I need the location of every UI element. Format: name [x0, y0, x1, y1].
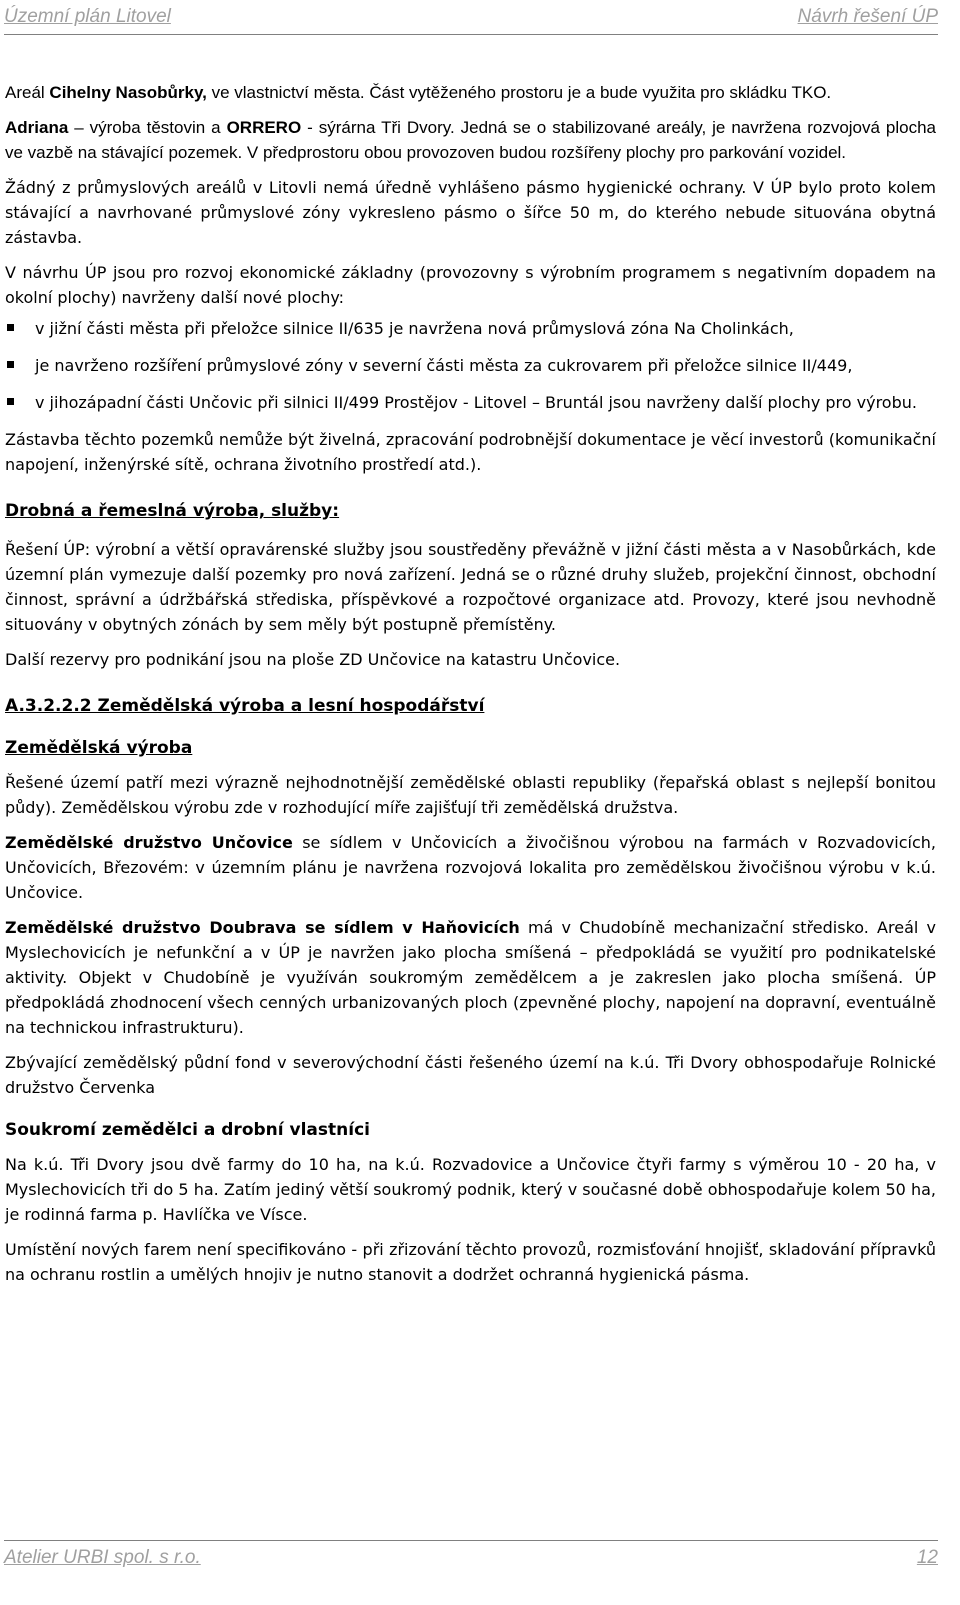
paragraph-cihelny	[5, 80, 936, 105]
text-span: – výroba těstovin a	[68, 118, 227, 137]
text-span: se sídlem v Unčovicích a živočišnou výrobou na farmách v Rozvadovicích, Unčovicích, Březovém: v územním plánu je navržena rozvojová lokalita pro zemědělskou živočišnou výrobu v k.ú. Unčovice.	[5, 833, 936, 902]
heading-private-farmers: Soukromí zemědělci a drobní vlastníci	[5, 1120, 370, 1140]
bold-company-name: Cihelny Nasobůrky,	[49, 83, 207, 102]
header-section-title: Návrh řešení ÚP	[797, 6, 938, 27]
paragraph-hygienic-zone: Žádný z průmyslových areálů v Litovli nemá úředně vyhlášeno pásmo hygienické ochrany. V ÚP bylo proto kolem stávající a navrhované průmyslové zóny vykresleno pásmo o šířce 50 m, do kterého nebude situována obytná zástavba.	[5, 178, 936, 247]
heading-section-agriculture	[5, 694, 936, 718]
paragraph-adriana	[5, 115, 936, 165]
text-span: - sýrárna Tři Dvory. Jedná se o stabilizované areály, je navržena rozvojová plocha ve vazbě na stávající pozemek. V předprostoru obou provozoven budou rozšířeny plochy pro parkování vozidel.	[5, 118, 937, 162]
list-item-text: v jižní části města při přeložce silnice II/635 je navržena nová průmyslová zóna Na Cholinkách,	[35, 319, 794, 338]
paragraph-zd-uncovice	[5, 830, 936, 905]
list-item	[5, 390, 936, 415]
paragraph-agri-area: Řešené území patří mezi výrazně nejhodnotnější zemědělské oblasti republiky (řepařská oblast s nejlepší bonitou půdy). Zemědělskou výrobu zde v rozhodující míře zajišťují tři zemědělská družstva.	[5, 773, 936, 817]
paragraph-development: Zástavba těchto pozemků nemůže být živelná, zpracování podrobnější dokumentace je věcí investorů (komunikační napojení, inženýrské sítě, ochrana životního prostředí atd.).	[5, 430, 936, 474]
bold-company-name: ORRERO	[226, 118, 302, 137]
subheading-text: Zemědělská výroba	[5, 738, 193, 758]
paragraph-farms: Na k.ú. Tři Dvory jsou dvě farmy do 10 ha, na k.ú. Rozvadovice a Unčovice čtyři farmy s výměrou 10 - 20 ha, v Myslechovicích tři do 5 ha. Zatím jediný větší soukromý podnik, který v současné době obhospodařuje kolem 50 ha, je rodinná farma p. Havlíčka ve Vísce.	[5, 1155, 936, 1224]
square-bullet-icon	[7, 324, 14, 331]
list-item-text: v jihozápadní části Unčovic při silnici II/499 Prostějov - Litovel – Bruntál jsou navrženy další plochy pro výrobu.	[35, 393, 917, 412]
heading-small-crafts: Drobná a řemeslná výroba, služby:	[5, 501, 340, 521]
bold-cooperative-name: Zemědělské družstvo Doubrava se sídlem v Haňovicích	[5, 918, 520, 937]
paragraph-new-farms: Umístění nových farem není specifikováno - při zřizování těchto provozů, rozmisťování hnojišť, skladování přípravků na ochranu rostlin a umělých hnojiv je nutno stanovit a dodržet ochranná hygienická pásma.	[5, 1240, 936, 1284]
paragraph-new-areas-intro: V návrhu ÚP jsou pro rozvoj ekonomické základny (provozovny s výrobním programem s negativním dopadem na okolní plochy) navrženy další nové plochy:	[5, 263, 936, 307]
text-span: má v Chudobíně mechanizační středisko. Areál v Myslechovicích je nefunkční a v ÚP je navržen jako plocha smíšená – předpokládá se využití pro podnikatelské aktivity. Objekt v Chudobíně je využíván soukromým zemědělcem a je zakreslen jako plocha smíšená. ÚP předpokládá zhodnocení všech cenných urbanizovaných ploch (zpevněné plochy, napojení na dopravní, eventuálně na technickou infrastrukturu).	[5, 918, 936, 1037]
page-number: 12	[916, 1547, 938, 1568]
section-title: A.3.2.2.2 Zemědělská výroba a lesní hospodářství	[5, 696, 485, 716]
footer-company: Atelier URBI spol. s r.o.	[4, 1547, 201, 1568]
page-header	[4, 4, 938, 35]
header-document-title: Územní plán Litovel	[4, 6, 171, 27]
list-item	[5, 353, 936, 378]
square-bullet-icon	[7, 398, 14, 405]
paragraph-reserves: Další rezervy pro podnikání jsou na ploše ZD Unčovice na katastru Unčovice.	[5, 650, 621, 669]
paragraph-services: Řešení ÚP: výrobní a větší opravárenské služby jsou soustředěny převážně v jižní části města a v Nasobůrkách, kde územní plán vymezuje další pozemky pro nová zařízení. Jedná se o různé druhy služeb, projekční činnost, obchodní činnost, správní a údržbářská střediska, příspěvkové a rozpočtové organizace atd. Provozy, které jsou nevhodně situovány v obytných zónách by sem měly být postupně přemístěny.	[5, 540, 936, 634]
list-item	[5, 316, 936, 341]
new-areas-list	[5, 316, 936, 415]
list-item-text: je navrženo rozšíření průmyslové zóny v severní části města za cukrovarem při přeložce silnice II/449,	[35, 356, 853, 375]
page-footer	[4, 1540, 938, 1581]
document-body	[5, 80, 936, 1297]
heading-agriculture-production	[5, 736, 936, 760]
square-bullet-icon	[7, 361, 14, 368]
text-span: Areál	[5, 83, 50, 102]
bold-company-name: Adriana	[5, 118, 69, 137]
text-span: ve vlastnictví města. Část vytěženého prostoru je a bude využita pro skládku TKO.	[206, 83, 832, 102]
paragraph-remaining-land: Zbývající zemědělský půdní fond v severovýchodní části řešeného území na k.ú. Tři Dvory obhospodařuje Rolnické družstvo Červenka	[5, 1053, 936, 1097]
paragraph-zd-doubrava	[5, 915, 936, 1040]
bold-cooperative-name: Zemědělské družstvo Unčovice	[5, 833, 293, 852]
